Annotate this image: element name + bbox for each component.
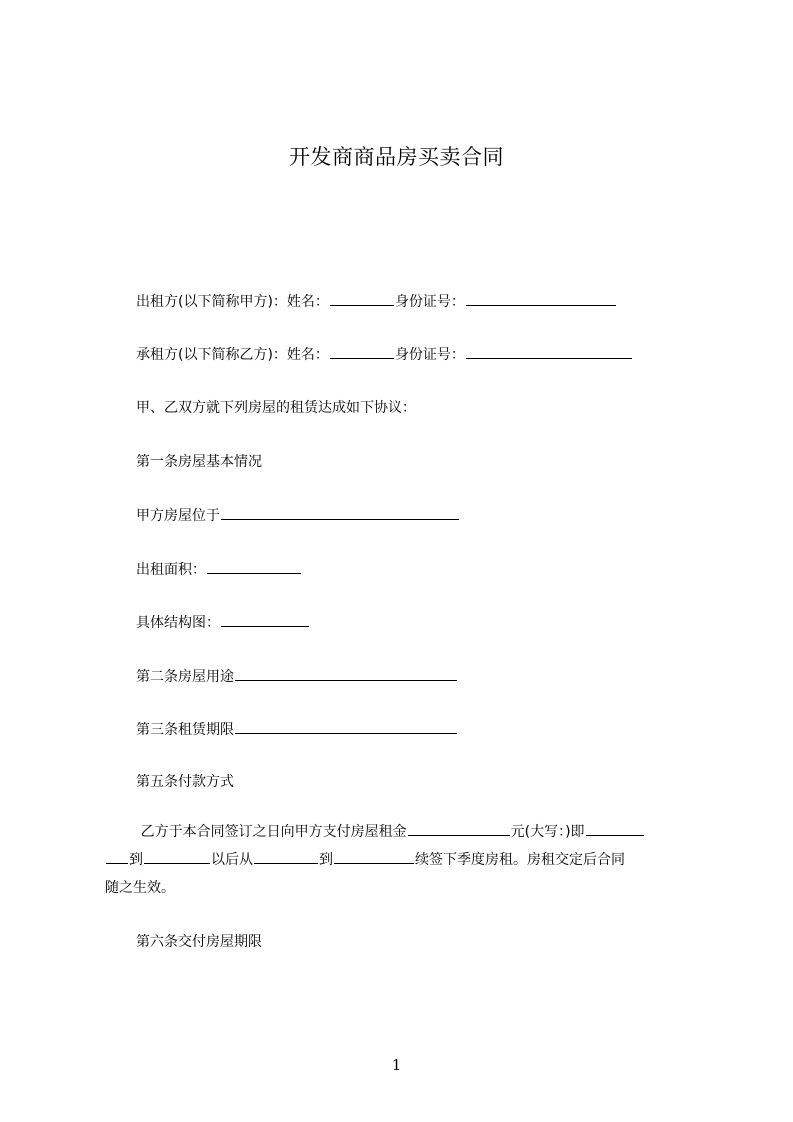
lessor-id-blank: [466, 291, 616, 306]
renewal-end-blank: [334, 849, 414, 864]
lessee-id-blank: [466, 344, 632, 359]
lessee-id-label: 身份证号：: [394, 347, 465, 363]
payment-text-5: 到: [319, 852, 333, 868]
lessor-name-blank: [330, 291, 394, 306]
lessor-label: 出租方(以下简称甲方)：姓名：: [136, 294, 329, 310]
article6-heading: 第六条交付房屋期限: [136, 934, 262, 950]
article3-heading: 第三条租赁期限: [136, 722, 234, 738]
area-blank: [207, 559, 301, 574]
period-start-blank-cont: [106, 849, 128, 864]
payment-text-1: 乙方于本合同签订之日向甲方支付房屋租金: [140, 824, 407, 840]
period-start-blank: [586, 821, 644, 836]
payment-text-2: 元(大写：)即: [510, 824, 585, 840]
article3-blank: [235, 719, 457, 734]
article2-line: [136, 666, 458, 687]
structure-label: 具体结构图：: [136, 615, 220, 631]
location-label: 甲方房屋位于: [136, 508, 220, 524]
article5-row-3: [105, 874, 700, 902]
period-end-blank: [144, 849, 210, 864]
payment-text-6: 续签下季度房租。房租交定后合同: [415, 852, 625, 868]
article1-heading: 第一条房屋基本情况: [136, 454, 262, 470]
structure-blank: [221, 612, 309, 627]
payment-text-3: 到: [129, 852, 143, 868]
payment-text-7: 随之生效。: [105, 880, 175, 896]
payment-text-4: 以后从: [211, 852, 253, 868]
article5-heading: 第五条付款方式: [136, 774, 234, 790]
area-label: 出租面积：: [136, 562, 206, 578]
article5-row-1: [105, 818, 700, 846]
article2-blank: [235, 666, 457, 681]
renewal-start-blank: [254, 849, 318, 864]
lessee-line: [136, 344, 633, 365]
article2-heading: 第二条房屋用途: [136, 669, 234, 685]
area-line: [136, 559, 302, 580]
location-blank: [221, 505, 459, 520]
structure-line: [136, 612, 310, 633]
lessee-label: 承租方(以下简称乙方)：姓名：: [136, 347, 329, 363]
article3-line: [136, 719, 458, 740]
lessor-id-label: 身份证号：: [394, 294, 465, 310]
rent-amount-blank: [408, 821, 510, 836]
article5-row-2: [105, 846, 700, 874]
location-line: [136, 505, 460, 526]
document-title: 开发商商品房买卖合同: [289, 145, 504, 169]
lessee-name-blank: [330, 344, 394, 359]
article5-paragraph: [105, 818, 700, 902]
page-number: 1: [391, 1056, 402, 1074]
lessor-line: [136, 291, 617, 312]
agreement-intro: 甲、乙双方就下列房屋的租赁达成如下协议：: [136, 400, 416, 416]
